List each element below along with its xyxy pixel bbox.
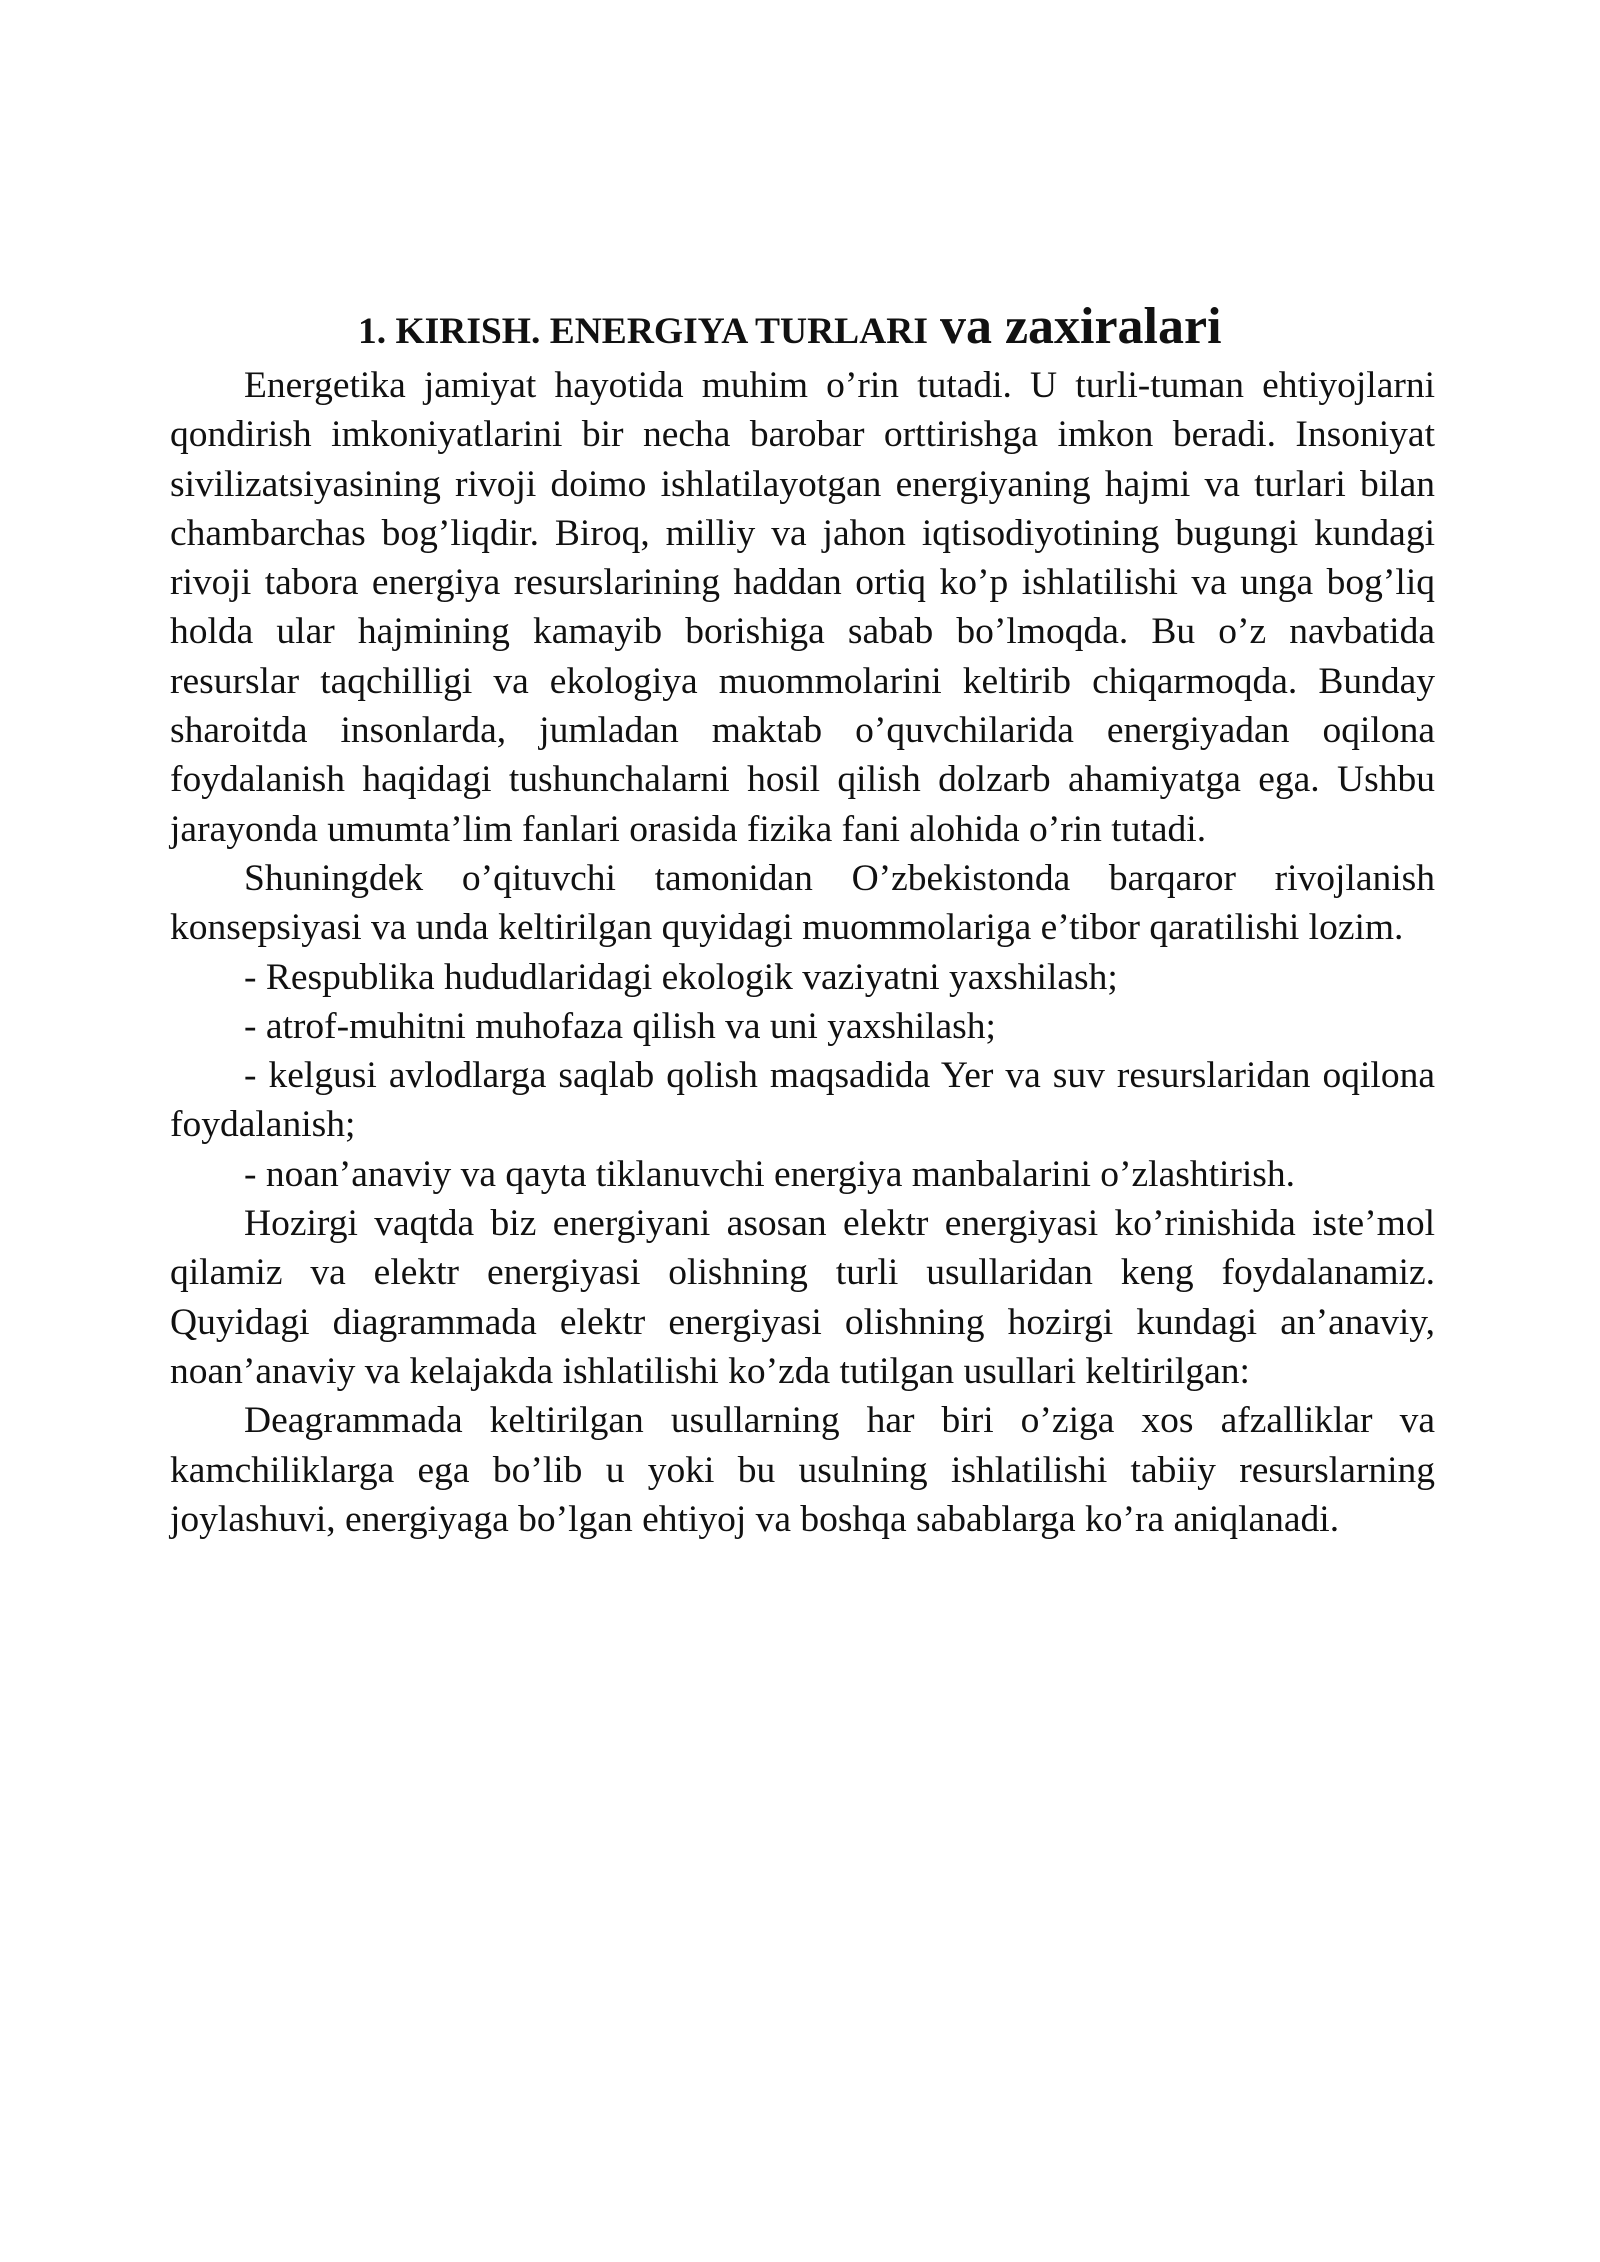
list-item: - Respublika hududlaridagi ekologik vaziyatni yaxshilash; [244,956,1118,998]
electricity-paragraph: Hozirgi vaqtda biz energiyani asosan elektr energiyasi ko’rinishida iste’mol qilamiz va elektr energiyasi olishning turli usullaridan keng foydalanamiz. Quyidagi diagrammada elektr energiyasi olishning hozirgi kundagi an’anaviy, noan’anaviy va kelajakda ishlatilishi ko’zda tutilgan usullari keltirilgan: [170,1203,1435,1392]
list-item: - kelgusi avlodlarga saqlab qolish maqsadida Yer va suv resurslaridan oqilona foydalanish; [170,1055,1435,1146]
intro-paragraph: Energetika jamiyat hayotida muhim o’rin tutadi. U turli-tuman ehtiyojlarni qondirish imkoniyatlarini bir necha barobar orttirishga imkon beradi. Insoniyat sivilizatsiyasining rivoji doimo ishlatilayotgan energiyaning hajmi va turlari bilan chambarchas bog’liqdir. Biroq, milliy va jahon iqtisodiyotining bugungi kundagi rivoji tabora energiya resurslarining haddan ortiq ko’p ishlatilishi va unga bog’liq holda ular hajmining kamayib borishiga sabab bo’lmoqda. Bu o’z navbatida resurslar taqchilligi va ekologiya muommolarini keltirib chiqarmoqda. Bunday sharoitda insonlarda, jumladan maktab o’quvchilarida energiyadan oqilona foydalanish haqidagi tushunchalarni hosil qilish dolzarb ahamiyatga ega. Ushbu jarayonda umumta’lim fanlari orasida fizika fani alohida o’rin tutadi. [170,365,1435,850]
heading-tail-text: va zaxiralari [939,298,1222,355]
concept-paragraph: Shuningdek o’qituvchi tamonidan O’zbekistonda barqaror rivojlanish konsepsiyasi va unda keltirilgan quyidagi muommolariga e’tibor qaratilishi lozim. [170,857,1435,949]
list-item: - atrof-muhitni muhofaza qilish va uni yaxshilash; [244,1005,996,1047]
problem-list [170,953,1435,1199]
diagram-note-paragraph: Deagrammada keltirilgan usullarning har biri o’ziga xos afzalliklar va kamchiliklarga ega bo’lib u yoki bu usulning ishlatilishi tabiiy resurslarning joylashuvi, energiyaga bo’lgan ehtiyoj va boshqa sabablarga ko’ra aniqlanadi. [170,1400,1435,1540]
section-heading [170,290,1435,361]
list-item: - noan’anaviy va qayta tiklanuvchi energiya manbalarini o’zlashtirish. [244,1153,1296,1195]
heading-main-text: 1. KIRISH. ENERGIYA TURLARI [358,311,928,352]
document-page [170,290,1435,1544]
